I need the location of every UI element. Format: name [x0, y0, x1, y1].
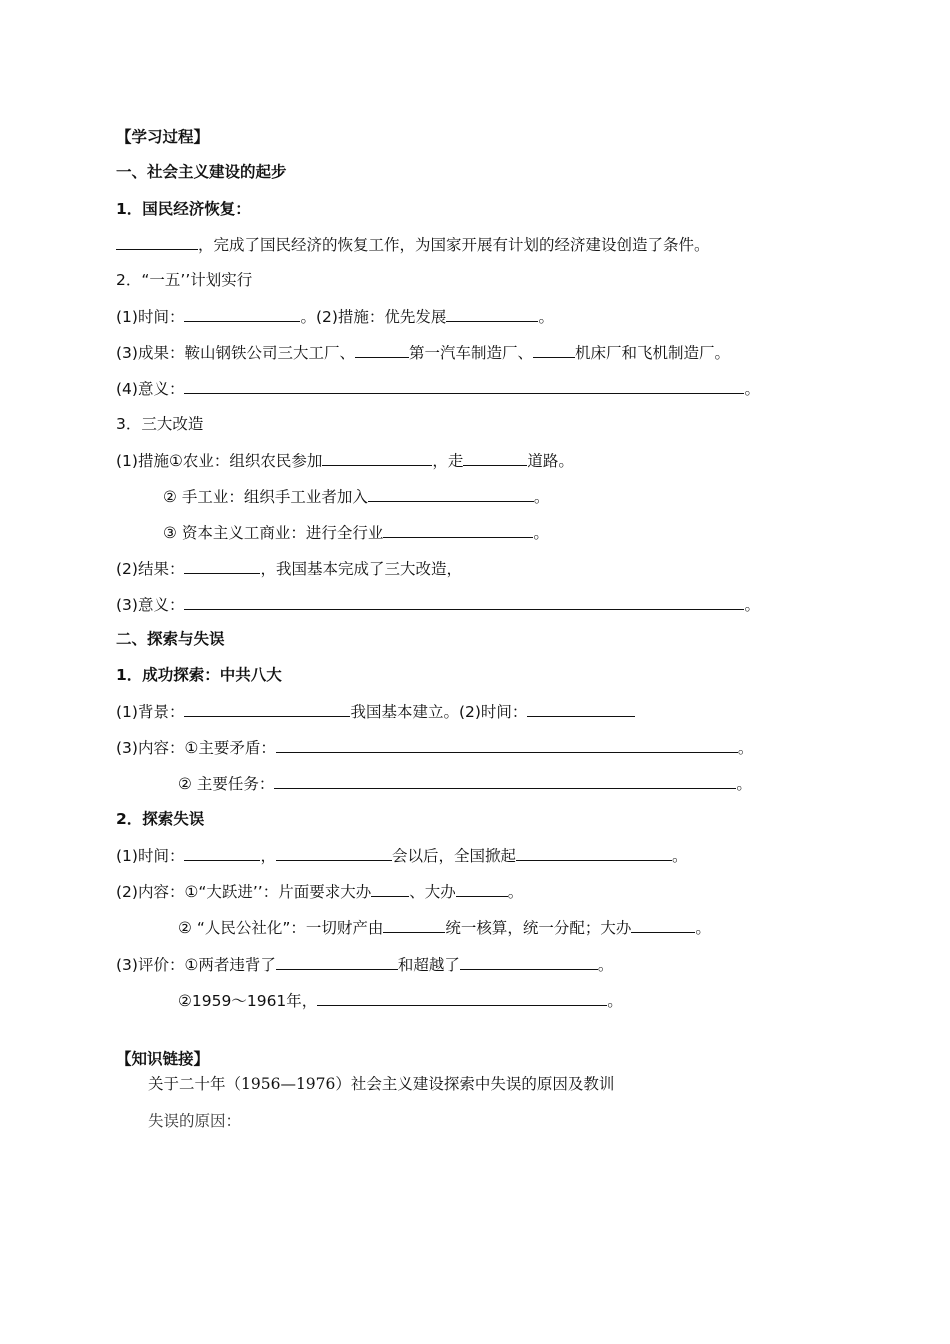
text: 。 — [695, 919, 711, 937]
text: ，完成了国民经济的恢复工作，为国家开展有计划的经济建设创造了条件。 — [198, 236, 710, 254]
line-great-leap — [116, 881, 523, 902]
blank[interactable] — [463, 450, 527, 466]
text: 。 — [744, 380, 760, 398]
text: (3)内容：①主要矛盾： — [116, 739, 276, 757]
line-economic-recovery — [116, 234, 710, 255]
text: 第一汽车制造厂、 — [408, 344, 533, 362]
heading-knowledge-link: 【知识链接】 — [116, 1050, 210, 1068]
blank[interactable] — [276, 954, 398, 970]
blank[interactable] — [527, 701, 635, 717]
text: (1)措施①农业：组织农民参加 — [116, 452, 323, 470]
blank[interactable] — [184, 594, 744, 610]
blank[interactable] — [446, 306, 538, 322]
text: ③ 资本主义工商业：进行全行业 — [163, 524, 384, 542]
blank[interactable] — [184, 378, 744, 394]
line-mistake-time — [116, 845, 688, 866]
text: 。 — [533, 488, 550, 506]
text: 我国基本建立。(2)时间： — [350, 703, 528, 721]
text: 。 — [737, 739, 754, 757]
blank[interactable] — [383, 917, 445, 933]
text: (2)内容：①“大跃进’’：片面要求大办 — [116, 883, 372, 901]
blank[interactable] — [371, 881, 409, 897]
blank[interactable] — [456, 881, 508, 897]
blank[interactable] — [533, 342, 575, 358]
text: 机床厂和飞机制造厂。 — [574, 344, 730, 362]
text: (2)结果： — [116, 560, 185, 578]
text: 道路。 — [527, 452, 574, 470]
text: ， — [260, 847, 276, 865]
text: 。 — [736, 775, 752, 793]
text: 和超越了 — [397, 956, 460, 974]
text: 统一核算，统一分配；大办 — [445, 919, 632, 937]
mistake-cause-label: 失误的原因： — [148, 1112, 242, 1130]
item-2-1-title: 1．成功探索：中共八大 — [116, 666, 282, 684]
item-1-3-title: 3．三大改造 — [116, 415, 204, 433]
text: 。 — [607, 992, 623, 1010]
blank[interactable] — [631, 917, 695, 933]
text: (3)评价：①两者违背了 — [116, 956, 276, 974]
line-reform-result — [116, 558, 462, 579]
item-1-2-title: 2．“一五’’计划实行 — [116, 271, 253, 289]
line-evaluation-1 — [116, 954, 613, 975]
text: (3)意义： — [116, 596, 185, 614]
line-five-year-meaning — [116, 378, 760, 399]
blank[interactable] — [460, 954, 598, 970]
text: 、大办 — [409, 883, 456, 901]
text: 。 — [672, 847, 688, 865]
text: (1)时间： — [116, 308, 185, 326]
text: 。 — [538, 308, 554, 326]
section-2-title: 二、探索与失误 — [116, 630, 225, 648]
blank[interactable] — [516, 845, 672, 861]
blank[interactable] — [276, 737, 738, 753]
line-congress-contradiction — [116, 737, 753, 758]
text: ② “人民公社化”：一切财产由 — [178, 919, 384, 937]
text: 。 — [597, 956, 614, 974]
blank[interactable] — [184, 701, 350, 717]
text: (1)时间： — [116, 847, 185, 865]
line-congress-task — [178, 773, 752, 794]
blank[interactable] — [368, 486, 534, 502]
line-congress-background — [116, 701, 635, 722]
text: 。 — [533, 524, 549, 542]
text: 。 — [744, 596, 760, 614]
text: (1)背景： — [116, 703, 185, 721]
item-2-2-title: 2．探索失误 — [116, 810, 205, 828]
line-evaluation-2 — [178, 990, 623, 1011]
line-reform-meaning — [116, 594, 760, 615]
text: ，我国基本完成了三大改造， — [260, 560, 462, 578]
text: ② 手工业：组织手工业者加入 — [163, 488, 368, 506]
blank[interactable] — [276, 845, 392, 861]
blank[interactable] — [184, 306, 300, 322]
line-people-commune — [178, 917, 711, 938]
text: ② 主要任务： — [178, 775, 275, 793]
text: 会以后，全国掀起 — [391, 847, 516, 865]
blank[interactable] — [383, 522, 533, 538]
heading-learning-process: 【学习过程】 — [116, 128, 210, 146]
blank[interactable] — [317, 990, 607, 1006]
text: 。 — [507, 883, 524, 901]
line-five-year-time — [116, 306, 554, 327]
blank[interactable] — [184, 845, 260, 861]
blank[interactable] — [355, 342, 409, 358]
line-measure-agriculture — [116, 450, 574, 471]
knowledge-link-subtitle: 关于二十年（1956—1976）社会主义建设探索中失误的原因及教训 — [148, 1075, 615, 1093]
blank[interactable] — [184, 558, 260, 574]
line-measure-handicraft — [163, 486, 549, 507]
section-1-title: 一、社会主义建设的起步 — [116, 163, 287, 181]
blank[interactable] — [274, 773, 736, 789]
text: (4)意义： — [116, 380, 185, 398]
text: 。(2)措施：优先发展 — [300, 308, 447, 326]
blank[interactable] — [322, 450, 432, 466]
line-five-year-results — [116, 342, 730, 363]
text: (3)成果：鞍山钢铁公司三大工厂、 — [116, 344, 355, 362]
item-1-1-title: 1．国民经济恢复： — [116, 200, 251, 218]
line-measure-capitalist — [163, 522, 549, 543]
blank[interactable] — [116, 234, 198, 250]
text: ②1959～1961年， — [178, 992, 318, 1010]
text: ，走 — [432, 452, 464, 470]
